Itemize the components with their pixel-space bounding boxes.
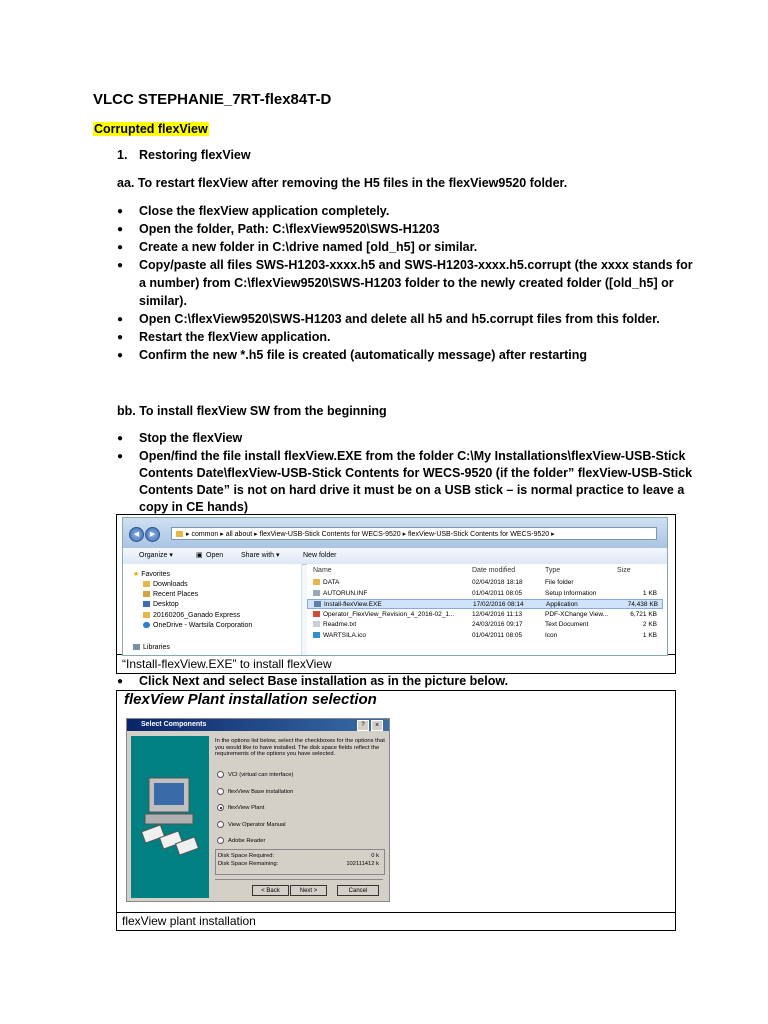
bullet-text-line: a number) from C:\flexView9520\SWS-H1203 folder to the newly created folder ([old_h5] or bbox=[139, 276, 674, 290]
bullet-text-line: Restart the flexView application. bbox=[139, 330, 331, 344]
file-row[interactable] bbox=[307, 631, 663, 641]
bullet-dot: ● bbox=[117, 332, 124, 343]
open-button[interactable]: Open bbox=[206, 552, 224, 559]
bullet-text-line: Contents Date” is not on hard drive it must be on a USB stick – is normal practice to leave a bbox=[139, 483, 685, 497]
file-date: 24/03/2016 09:17 bbox=[472, 621, 523, 628]
recent-places-icon bbox=[143, 591, 150, 597]
component-option[interactable] bbox=[217, 821, 286, 828]
folder-icon bbox=[143, 612, 150, 618]
file-type: Setup Information bbox=[545, 589, 597, 597]
highlighted-heading bbox=[93, 120, 209, 138]
navigation-pane bbox=[123, 564, 302, 655]
option-label: flexView Plant bbox=[228, 805, 265, 812]
file-icon bbox=[313, 611, 320, 617]
explorer-window bbox=[122, 517, 668, 656]
file-icon bbox=[313, 632, 320, 638]
option-label: VCI (virtual can interface) bbox=[228, 772, 294, 779]
select-components-dialog bbox=[126, 718, 390, 902]
file-type: Text Document bbox=[545, 621, 589, 628]
caption-explorer: “Install-flexView.EXE” to install flexView bbox=[122, 657, 332, 671]
highlight-text: Corrupted flexView bbox=[94, 122, 208, 136]
section-title: Restoring flexView bbox=[139, 148, 251, 162]
bullet-dot: ● bbox=[117, 433, 124, 444]
bullet-text-line: Copy/paste all files SWS-H1203-xxxx.h5 and SWS-H1203-xxxx.h5.corrupt (the xxxx stands for bbox=[139, 258, 693, 272]
radio-button[interactable] bbox=[217, 788, 224, 795]
desktop-icon bbox=[143, 601, 150, 607]
column-type[interactable]: Type bbox=[545, 567, 561, 574]
column-date[interactable]: Date modified bbox=[472, 567, 516, 574]
bullet-text-line: copy in CE hands) bbox=[139, 500, 249, 514]
file-size: 2 KB bbox=[642, 621, 657, 628]
figure2-title: flexView Plant installation selection bbox=[124, 691, 377, 708]
file-name-cell bbox=[313, 631, 366, 641]
file-row[interactable] bbox=[307, 620, 663, 630]
document-title: VLCC STEPHANIE_7RT-flex84T-D bbox=[93, 91, 332, 108]
dialog-divider bbox=[215, 879, 383, 880]
bullet-dot: ● bbox=[117, 350, 124, 361]
heading-bb: bb. To install flexView SW from the beginning bbox=[117, 404, 387, 418]
file-name-cell bbox=[314, 600, 382, 610]
bullet-dot: ● bbox=[117, 242, 124, 253]
bullet-dot: ● bbox=[117, 206, 124, 217]
cloud-icon bbox=[143, 622, 150, 628]
bullet-dot: ● bbox=[117, 676, 124, 687]
file-name: WARTSILA.ico bbox=[323, 631, 366, 639]
bullet-text-line: similar). bbox=[139, 294, 187, 308]
computer-install-icon bbox=[131, 736, 209, 898]
file-name: DATA bbox=[323, 579, 340, 586]
back-button[interactable]: < Back bbox=[252, 885, 289, 896]
explorer-address-area bbox=[123, 518, 667, 548]
file-name-cell bbox=[313, 610, 454, 620]
file-name-cell bbox=[313, 620, 356, 630]
file-icon bbox=[313, 621, 320, 627]
disk-remaining-label: Disk Space Remaining: bbox=[218, 861, 279, 867]
file-name-cell bbox=[313, 589, 367, 599]
bullet-dot: ● bbox=[117, 451, 124, 462]
file-date: 01/04/2011 08:05 bbox=[472, 589, 523, 597]
address-bar[interactable] bbox=[171, 527, 657, 540]
option-label: Adobe Reader bbox=[228, 838, 266, 845]
libraries-icon bbox=[133, 644, 140, 650]
section-number: 1. bbox=[117, 148, 128, 162]
nav-downloads[interactable]: Downloads bbox=[143, 581, 188, 588]
file-size: 6,721 KB bbox=[630, 610, 657, 618]
disk-required-label: Disk Space Required: bbox=[218, 853, 275, 859]
file-type: Application bbox=[546, 601, 578, 608]
share-with-button[interactable]: Share with ▾ bbox=[241, 552, 280, 559]
radio-button[interactable] bbox=[217, 821, 224, 828]
bullet-text-line: Open C:\flexView9520\SWS-H1203 and delete all h5 and h5.corrupt files from this folder. bbox=[139, 312, 660, 326]
bullet-dot: ● bbox=[117, 314, 124, 325]
file-size: 74,438 KB bbox=[627, 601, 658, 608]
bullet-text-line: Contents Date\flexView-USB-Stick Contents for WECS-9520 (if the folder” flexView-USB-Stick bbox=[139, 466, 693, 480]
nav-libraries[interactable]: Libraries bbox=[133, 644, 170, 651]
file-date: 17/02/2016 08:14 bbox=[473, 601, 524, 608]
bullet-text-line: Open/find the file install flexView.EXE from the folder C:\My Installations\flexView-USB-Stick bbox=[139, 449, 686, 463]
bullet-text-line: Confirm the new *.h5 file is created (automatically message) after restarting bbox=[139, 348, 588, 362]
file-date: 01/04/2011 08:05 bbox=[472, 631, 523, 639]
open-icon: ▣ bbox=[196, 552, 203, 559]
file-icon bbox=[313, 579, 320, 585]
radio-button[interactable] bbox=[217, 837, 224, 844]
file-row[interactable] bbox=[307, 578, 663, 588]
file-type: File folder bbox=[545, 579, 574, 586]
option-label: View Operator Manual bbox=[228, 821, 286, 828]
file-icon bbox=[314, 601, 321, 607]
radio-button[interactable] bbox=[217, 804, 224, 811]
dialog-instructions: In the options list below, select the checkboxes for the options that you would like to have installed. The disk space fields reflect the requirements of the options you have selected. bbox=[215, 738, 385, 757]
cancel-button[interactable]: Cancel bbox=[337, 885, 379, 896]
component-option[interactable] bbox=[217, 837, 265, 844]
file-row[interactable] bbox=[307, 589, 663, 599]
dialog-title: Select Components bbox=[141, 721, 207, 728]
file-row[interactable] bbox=[307, 610, 663, 620]
nav-ganado-express[interactable]: 20160206_Ganado Express bbox=[143, 612, 240, 619]
bullet-dot: ● bbox=[117, 224, 124, 235]
component-option[interactable] bbox=[217, 804, 264, 811]
next-button[interactable]: Next > bbox=[290, 885, 327, 896]
file-name: AUTORUN.INF bbox=[323, 589, 368, 597]
file-name: Install-flexView.EXE bbox=[324, 601, 382, 608]
address-path: ▸ common ▸ all about ▸ flexView-USB-Stick Contents for WECS-9520 ▸ flexView-USB-Stick Contents for WECS-9520 ▸ bbox=[186, 531, 555, 538]
caption-setup: flexView plant installation bbox=[122, 914, 256, 928]
component-option[interactable] bbox=[217, 771, 293, 778]
nav-onedrive[interactable]: OneDrive - Wartsila Corporation bbox=[143, 622, 252, 629]
disk-remaining-value: 102111412 k bbox=[346, 861, 379, 867]
file-type: Icon bbox=[545, 631, 558, 639]
bullet-text-line: Close the flexView application completely. bbox=[139, 204, 390, 218]
organize-button[interactable]: Organize ▾ bbox=[139, 552, 173, 559]
nav-desktop[interactable]: Desktop bbox=[143, 601, 179, 608]
nav-favorites[interactable]: ★ Favorites bbox=[133, 571, 171, 578]
bullet-dot: ● bbox=[117, 260, 124, 271]
file-size: 1 KB bbox=[642, 631, 657, 639]
file-name: Operator_FlexView_Revision_4_2016-02_1... bbox=[323, 610, 455, 618]
file-date: 02/04/2018 18:18 bbox=[472, 579, 523, 586]
heading-aa: aa. To restart flexView after removing the H5 files in the flexView9520 folder. bbox=[117, 176, 568, 190]
explorer-toolbar bbox=[123, 548, 667, 565]
downloads-folder-icon bbox=[143, 581, 150, 587]
bullet-text-line: Stop the flexView bbox=[139, 431, 243, 445]
close-icon[interactable]: × bbox=[371, 720, 383, 731]
new-folder-button[interactable]: New folder bbox=[303, 552, 337, 559]
file-type: PDF-XChange View... bbox=[545, 610, 609, 618]
disk-required-value: 0 k bbox=[371, 853, 379, 859]
bullet-text-line: Open the folder, Path: C:\flexView9520\SWS-H1203 bbox=[139, 222, 440, 236]
back-arrow-icon[interactable]: ◀ bbox=[129, 527, 144, 542]
file-size: 1 KB bbox=[642, 589, 657, 597]
bullet-click-next: Click Next and select Base installation as in the picture below. bbox=[139, 674, 509, 688]
help-icon[interactable]: ? bbox=[357, 720, 369, 731]
forward-arrow-icon[interactable]: ▶ bbox=[145, 527, 160, 542]
file-row[interactable] bbox=[307, 599, 663, 609]
column-size[interactable]: Size bbox=[617, 567, 631, 574]
folder-icon bbox=[176, 531, 183, 537]
setup-graphic-panel bbox=[131, 736, 209, 898]
option-label: flexView Base installation bbox=[228, 788, 294, 795]
file-list bbox=[307, 564, 667, 655]
dialog-title-bar bbox=[127, 719, 389, 731]
file-date: 12/04/2016 11:13 bbox=[472, 610, 523, 618]
file-name-cell bbox=[313, 578, 339, 588]
component-option[interactable] bbox=[217, 788, 293, 795]
radio-button[interactable] bbox=[217, 771, 224, 778]
star-icon: ★ bbox=[133, 571, 140, 578]
bullet-text-line: Create a new folder in C:\drive named [old_h5] or similar. bbox=[139, 240, 478, 254]
file-name: Readme.txt bbox=[323, 621, 357, 628]
file-icon bbox=[313, 590, 320, 596]
column-name[interactable]: Name bbox=[313, 567, 332, 574]
nav-recent-places[interactable]: Recent Places bbox=[143, 591, 198, 598]
